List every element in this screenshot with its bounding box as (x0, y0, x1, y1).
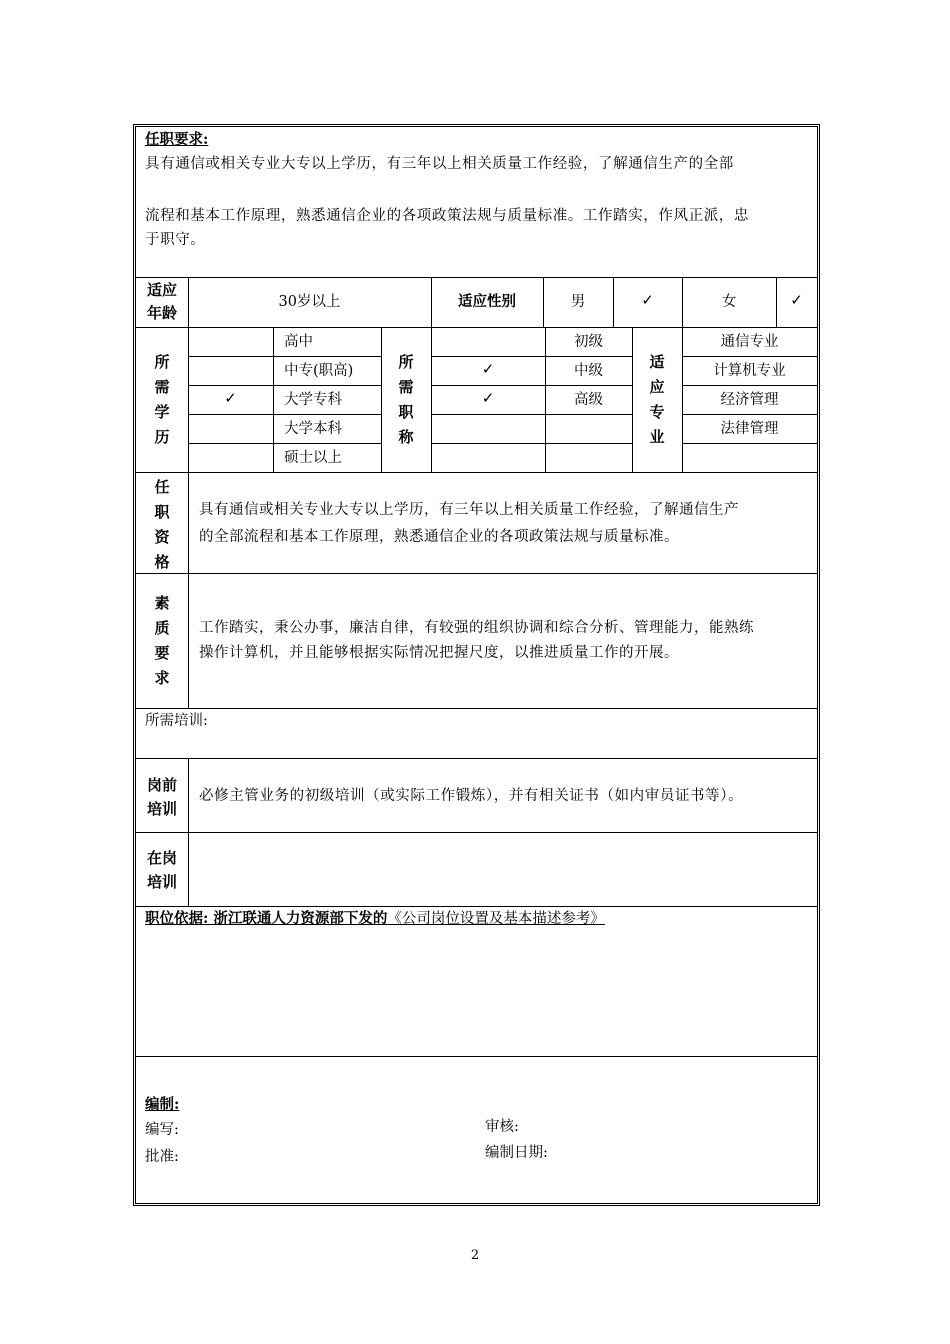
page-number: 2 (470, 1248, 480, 1263)
grid-line (188, 443, 381, 444)
grid-line (188, 385, 381, 386)
row-divider (136, 758, 817, 759)
education-level: 硕士以上 (284, 450, 342, 466)
grid-line (682, 385, 817, 386)
col-divider (188, 277, 189, 573)
major-item: 经济管理 (720, 392, 779, 408)
title-level: 中级 (574, 363, 603, 379)
grid-line (431, 414, 632, 415)
qualification-line-2: 的全部流程和基本工作原理，熟悉通信企业的各项政策法规与质量标准。 (199, 529, 679, 545)
row-divider (136, 573, 817, 574)
training-label: 所需培训: (145, 713, 208, 729)
education-level: 高中 (284, 334, 313, 350)
male-check-icon: ✓ (641, 291, 654, 309)
grid-line (431, 385, 632, 386)
title-check-icon: ✓ (481, 360, 495, 378)
gender-male: 男 (570, 294, 586, 310)
grid-line (188, 414, 381, 415)
col-divider (273, 327, 274, 473)
major-item: 法律管理 (720, 421, 779, 437)
job-description-table (133, 124, 820, 1206)
basis-line (145, 909, 605, 929)
title-check-icon: ✓ (481, 389, 495, 407)
row-divider (136, 906, 817, 907)
major-item: 通信专业 (720, 334, 779, 350)
row-divider (136, 708, 817, 709)
education-level: 大学专科 (284, 392, 342, 408)
education-label: 所 需 学 历 (154, 353, 170, 446)
qualification-line-1: 具有通信或相关专业大专以上学历，有三年以上相关质量工作经验，了解通信生产 (199, 502, 739, 518)
on-training-label: 在岗 培训 (146, 849, 177, 891)
gender-female: 女 (721, 294, 737, 310)
age-label: 适应 年龄 (146, 281, 177, 322)
grid-line (431, 356, 632, 357)
age-value: 30岁以上 (278, 294, 341, 310)
basis-text: 《公司岗位设置及基本描述参考》 (387, 911, 605, 927)
education-check-icon: ✓ (224, 389, 237, 407)
qualification-label: 任 职 资 格 (154, 478, 170, 571)
col-divider (188, 573, 189, 708)
grid-line (188, 356, 381, 357)
compile-title: 编制: (145, 1096, 180, 1113)
requirements-line-2: 流程和基本工作原理，熟悉通信企业的各项政策法规与质量标准。工作踏实，作风正派，忠 (145, 208, 749, 224)
row-divider (136, 327, 817, 328)
title-label: 所 需 职 称 (398, 353, 414, 446)
row-divider (136, 277, 817, 278)
requirements-line-1: 具有通信或相关专业大专以上学历，有三年以上相关质量工作经验，了解通信生产的全部 (145, 156, 734, 172)
title-level: 高级 (574, 392, 603, 408)
gender-label: 适应性别 (458, 293, 516, 310)
major-label: 适 应 专 业 (649, 353, 665, 446)
grid-line (682, 443, 817, 444)
compile-writer: 编写: (145, 1122, 179, 1138)
grid-line (682, 414, 817, 415)
quality-line-1: 工作踏实，秉公办事，廉洁自律，有较强的组织协调和综合分析、管理能力，能熟练 (199, 620, 754, 636)
major-item: 计算机专业 (713, 363, 786, 379)
row-divider (136, 472, 817, 473)
education-level: 大学本科 (284, 421, 342, 437)
compile-approver: 批准: (145, 1149, 179, 1165)
pre-training-text: 必修主管业务的初级培训（或实际工作锻炼），并有相关证书（如内审员证书等）。 (199, 788, 744, 804)
education-level: 中专(职高) (284, 363, 354, 379)
title-level: 初级 (574, 334, 603, 350)
grid-line (682, 356, 817, 357)
row-divider (136, 1056, 817, 1057)
col-divider (188, 758, 189, 906)
row-divider (136, 832, 817, 833)
female-check-icon: ✓ (790, 291, 803, 309)
basis-label: 职位依据: 浙江联通人力资源部下发的 (145, 910, 388, 927)
requirements-line-3: 于职守。 (145, 232, 206, 248)
requirements-title: 任职要求: (145, 131, 209, 148)
compile-date: 编制日期: (485, 1145, 548, 1161)
quality-line-2: 操作计算机，并且能够根据实际情况把握尺度，以推进质量工作的开展。 (199, 645, 679, 661)
compile-reviewer: 审核: (485, 1119, 519, 1135)
quality-label: 素 质 要 求 (154, 594, 170, 687)
grid-line (431, 443, 632, 444)
pre-training-label: 岗前 培训 (146, 776, 177, 818)
